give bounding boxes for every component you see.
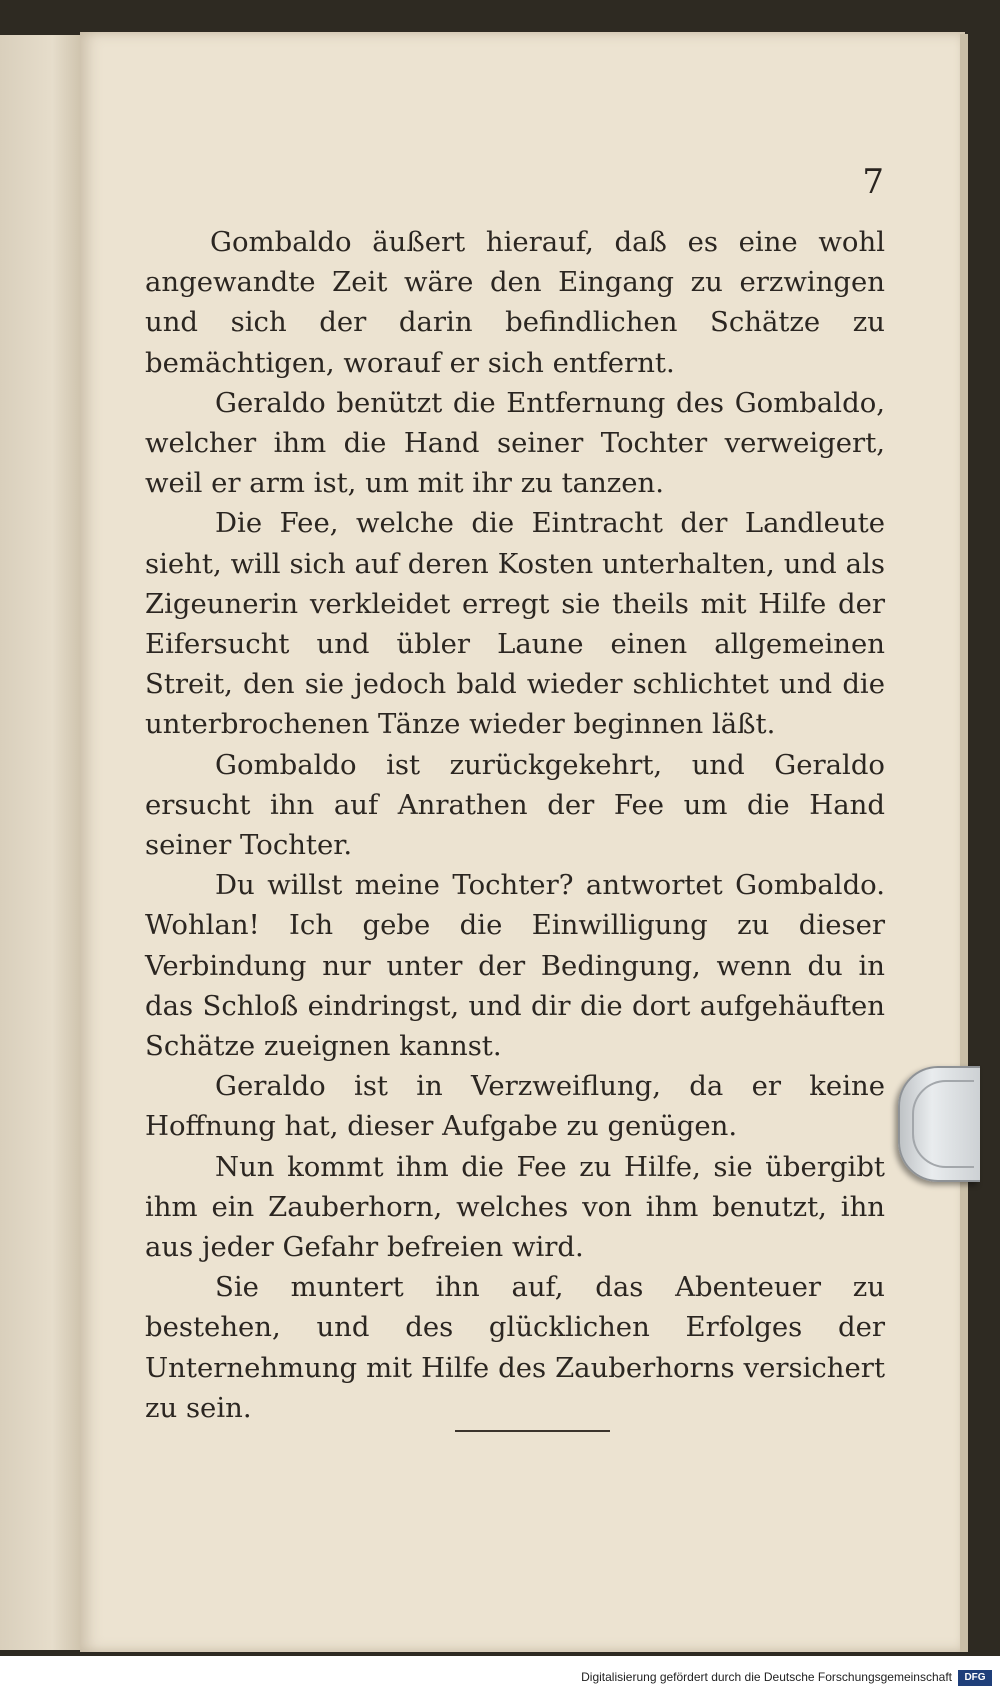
paragraph: Die Fee, welche die Eintracht der Landleute sieht, will sich auf deren Kosten unterhalten, und als Zigeunerin verkleidet erregt sie theils mit Hilfe der Eifersucht und übler Laune einen allgemeinen Streit, den sie jedoch bald wieder schlichtet und die unterbrochenen Tänze wieder beginnen läßt. [145,507,885,741]
page-body [145,222,885,1428]
paragraph: Sie muntert ihn auf, das Abenteuer zu bestehen, und des glücklichen Erfolges der Unternehmung mit Hilfe des Zauberhorns versichert zu sein. [145,1271,885,1424]
page-edge [960,34,968,1652]
paragraph: Geraldo ist in Verzweiflung, da er keine Hoffnung hat, dieser Aufgabe zu genügen. [145,1070,885,1143]
paragraph: Du willst meine Tochter? antwortet Gombaldo. Wohlan! Ich gebe die Einwilligung zu dieser Verbindung nur unter der Bedingung, wenn du in das Schloß eindringst, und dir die dort aufgehäuften Schätze zueignen kannst. [145,869,885,1063]
footer-bar [0,1656,1000,1694]
paragraph: Nun kommt ihm die Fee zu Hilfe, sie übergibt ihm ein Zauberhorn, welches von ihm benutzt, ihn aus jeder Gefahr befreien wird. [145,1150,885,1264]
paragraph: Gombaldo ist zurückgekehrt, und Geraldo ersucht ihn auf Anrathen der Fee um die Hand seiner Tochter. [145,748,885,862]
footer-credit: Digitalisierung gefördert durch die Deutsche Forschungsgemeinschaft [581,1670,952,1684]
dfg-logo: DFG [958,1670,992,1686]
page-clip [898,1066,980,1182]
end-rule [455,1430,610,1432]
clip-inner [912,1080,974,1168]
paragraph: Gombaldo äußert hierauf, daß es eine wohl angewandte Zeit wäre den Eingang zu erzwingen und sich der darin befindlichen Schätze zu bemächtigen, worauf er sich entfernt. [145,226,885,379]
book-page [80,32,965,1652]
paragraph: Geraldo benützt die Entfernung des Gombaldo, welcher ihm die Hand seiner Tochter verweigert, weil er arm ist, um mit ihr zu tanzen. [145,386,885,500]
page-number: 7 [862,162,885,202]
